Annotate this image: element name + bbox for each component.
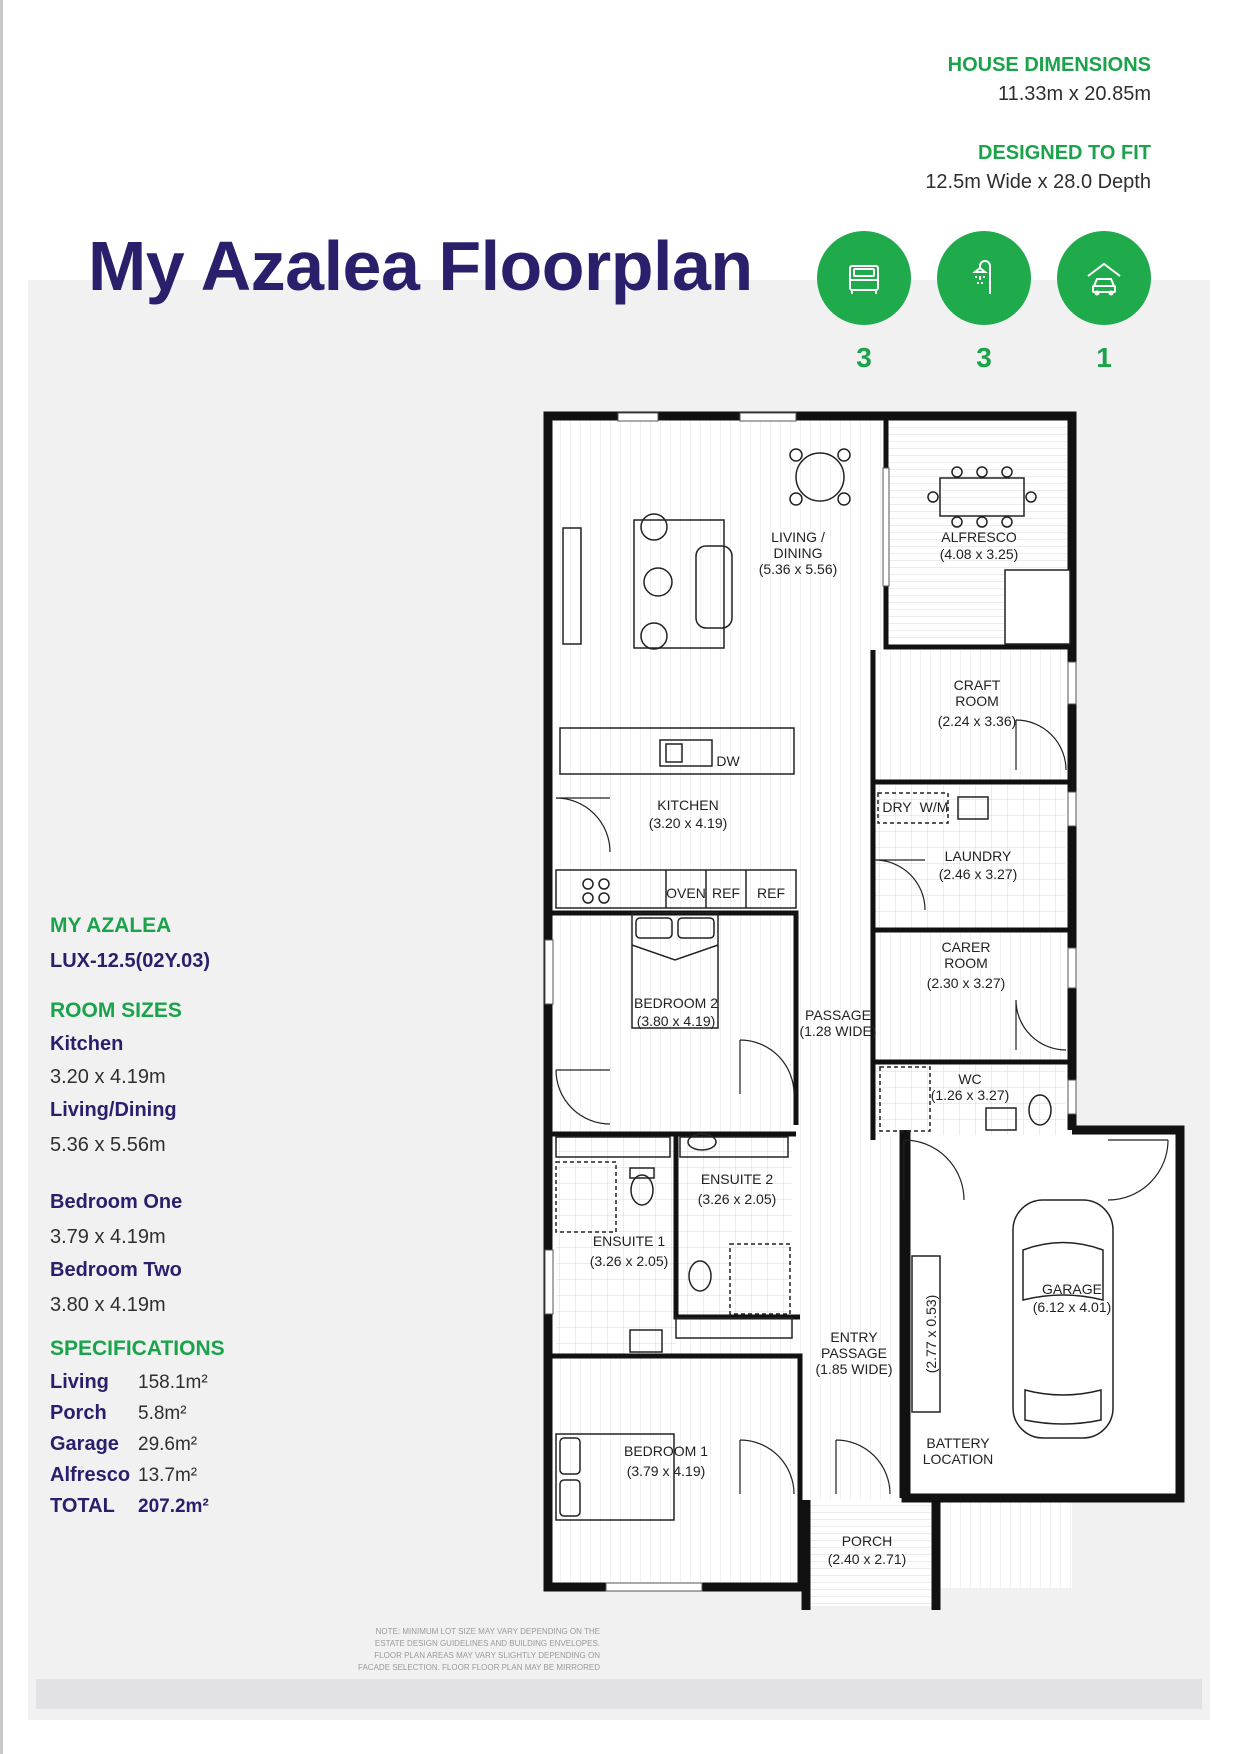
- spec-value: 5.8m²: [138, 1402, 187, 1424]
- spec-value: 29.6m²: [138, 1433, 198, 1455]
- kitchen-label: KITCHEN (3.20 x 4.19): [648, 797, 728, 831]
- model-name: MY AZALEA: [50, 914, 172, 937]
- storage-label: (2.77 x 0.53): [923, 1294, 939, 1374]
- passage-label: PASSAGE (1.28 WIDE): [799, 1007, 877, 1039]
- note-line: ESTATE DESIGN GUIDELINES AND BUILDING ENVELOPES.: [374, 1639, 600, 1648]
- dw-label: DW: [716, 753, 740, 769]
- room-label: Kitchen: [50, 1033, 124, 1055]
- laundry-label: LAUNDRY (2.46 x 3.27): [938, 848, 1018, 882]
- room-label: Bedroom One: [50, 1191, 183, 1213]
- craft-room-label: CRAFT ROOM (2.24 x 3.36): [937, 677, 1017, 729]
- battery-location-label: BATTERY LOCATION: [922, 1435, 994, 1467]
- room-size: 5.36 x 5.56m: [50, 1134, 166, 1156]
- bedroom-2-label: BEDROOM 2 (3.80 x 4.19): [633, 995, 719, 1029]
- living-dining-label: LIVING / DINING (5.36 x 5.56): [758, 529, 838, 577]
- porch-label: PORCH (2.40 x 2.71): [827, 1533, 907, 1567]
- carer-room-label: CARER ROOM (2.30 x 3.27): [926, 939, 1006, 991]
- wm-label: W/M: [919, 799, 949, 815]
- oven-label: OVEN: [666, 885, 706, 901]
- bedroom-1-label: BEDROOM 1 (3.79 x 4.19): [623, 1443, 709, 1479]
- house-dimensions-label: HOUSE DIMENSIONS: [947, 54, 1151, 76]
- spec-value: 207.2m²: [138, 1495, 209, 1517]
- room-sizes-heading: ROOM SIZES: [50, 999, 182, 1022]
- spec-value: 158.1m²: [138, 1371, 208, 1393]
- spec-label: Porch: [50, 1402, 107, 1424]
- ref-label: REF: [712, 885, 740, 901]
- ref-label: REF: [757, 885, 785, 901]
- bedrooms-count: 3: [856, 342, 872, 373]
- room-size: 3.80 x 4.19m: [50, 1294, 166, 1316]
- room-size: 3.79 x 4.19m: [50, 1226, 166, 1248]
- dry-label: DRY: [882, 799, 912, 815]
- bathrooms-count: 3: [976, 342, 992, 373]
- spec-label: Alfresco: [50, 1464, 131, 1486]
- designed-to-fit-value: 12.5m Wide x 28.0 Depth: [925, 171, 1151, 193]
- alfresco-label: ALFRESCO (4.08 x 3.25): [939, 529, 1019, 562]
- page-title: My Azalea Floorplan: [88, 227, 753, 305]
- spec-label: Garage: [50, 1433, 119, 1455]
- ensuite-1-label: ENSUITE 1 (3.26 x 2.05): [589, 1233, 669, 1269]
- spec-value: 13.7m²: [138, 1464, 198, 1486]
- note-line: FACADE SELECTION. FLOOR FLOOR PLAN MAY BE MIRRORED: [358, 1663, 600, 1672]
- entry-passage-label: ENTRY PASSAGE (1.85 WIDE): [815, 1329, 893, 1377]
- ensuite-2-floor: [676, 1137, 792, 1317]
- specifications-heading: SPECIFICATIONS: [50, 1337, 225, 1360]
- room-size: 3.20 x 4.19m: [50, 1066, 166, 1088]
- room-label: Bedroom Two: [50, 1259, 182, 1281]
- designed-to-fit-label: DESIGNED TO FIT: [978, 142, 1151, 164]
- model-code: LUX-12.5(02Y.03): [50, 950, 211, 972]
- room-label: Living/Dining: [50, 1099, 177, 1121]
- spec-label: Living: [50, 1371, 109, 1393]
- note-line: NOTE: MINIMUM LOT SIZE MAY VARY DEPENDING ON THE: [375, 1627, 600, 1636]
- house-dimensions-value: 11.33m x 20.85m: [997, 83, 1151, 105]
- disclaimer-note: [330, 1626, 600, 1674]
- garage-count: 1: [1096, 342, 1112, 373]
- ensuite-2-label: ENSUITE 2 (3.26 x 2.05): [697, 1171, 777, 1207]
- note-line: FLOOR PLAN AREAS MAY VARY SLIGHTLY DEPENDING ON: [374, 1651, 600, 1660]
- garage-label: GARAGE (6.12 x 4.01): [1032, 1281, 1112, 1315]
- wc-label: WC (1.26 x 3.27): [930, 1071, 1010, 1103]
- spec-label: TOTAL: [50, 1495, 115, 1517]
